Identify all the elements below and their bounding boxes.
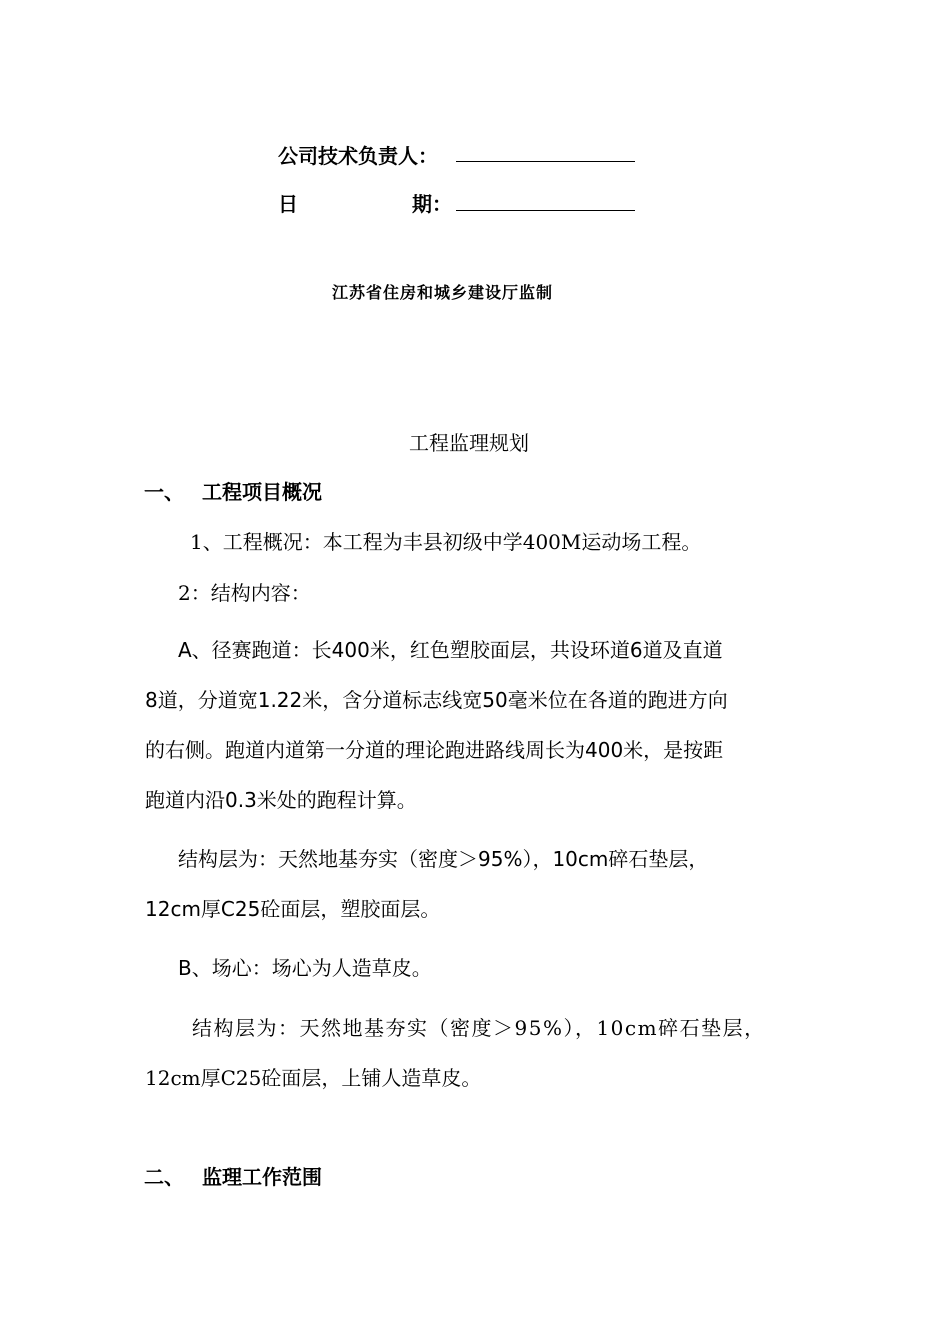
section-1-heading: 工程项目概况 <box>202 480 322 504</box>
section-2-number: 二、 <box>144 1165 184 1189</box>
date-label-right: 期： <box>412 192 452 216</box>
issuer-text: 江苏省住房和城乡建设厅监制 <box>332 283 554 302</box>
para-a-line: 8道，分道宽1.22米，含分道标志线宽50毫米位在各道的跑进方向 <box>145 688 728 712</box>
layers-a-line: 结构层为：天然地基夯实（密度＞95%），10cm碎石垫层， <box>178 847 709 871</box>
section-2-heading: 监理工作范围 <box>202 1165 322 1189</box>
layers-b-line: 12cm厚C25砼面层，上铺人造草皮。 <box>145 1066 482 1090</box>
section-1-number: 一、 <box>144 480 184 504</box>
para-b: B、场心：场心为人造草皮。 <box>178 956 432 980</box>
para-a-line: 的右侧。跑道内道第一分道的理论跑进路线周长为400米，是按距 <box>145 738 724 762</box>
para-a-line: 跑道内沿0.3米处的跑程计算。 <box>145 788 417 812</box>
date-signature-line <box>456 210 635 211</box>
layers-b-line: 结构层为：天然地基夯实（密度＞95%），10cm碎石垫层， <box>192 1016 766 1040</box>
para-a-line: A、径赛跑道：长400米，红色塑胶面层，共设环道6道及直道 <box>178 638 723 662</box>
structure-heading: 2：结构内容： <box>178 581 311 605</box>
project-overview: 1、工程概况：本工程为丰县初级中学400M运动场工程。 <box>190 530 702 554</box>
date-label-left: 日 <box>278 192 298 216</box>
layers-a-line: 12cm厚C25砼面层，塑胶面层。 <box>145 897 441 921</box>
tech-lead-signature-line <box>456 161 635 162</box>
tech-lead-label: 公司技术负责人： <box>278 144 438 168</box>
document-title: 工程监理规划 <box>409 431 529 455</box>
